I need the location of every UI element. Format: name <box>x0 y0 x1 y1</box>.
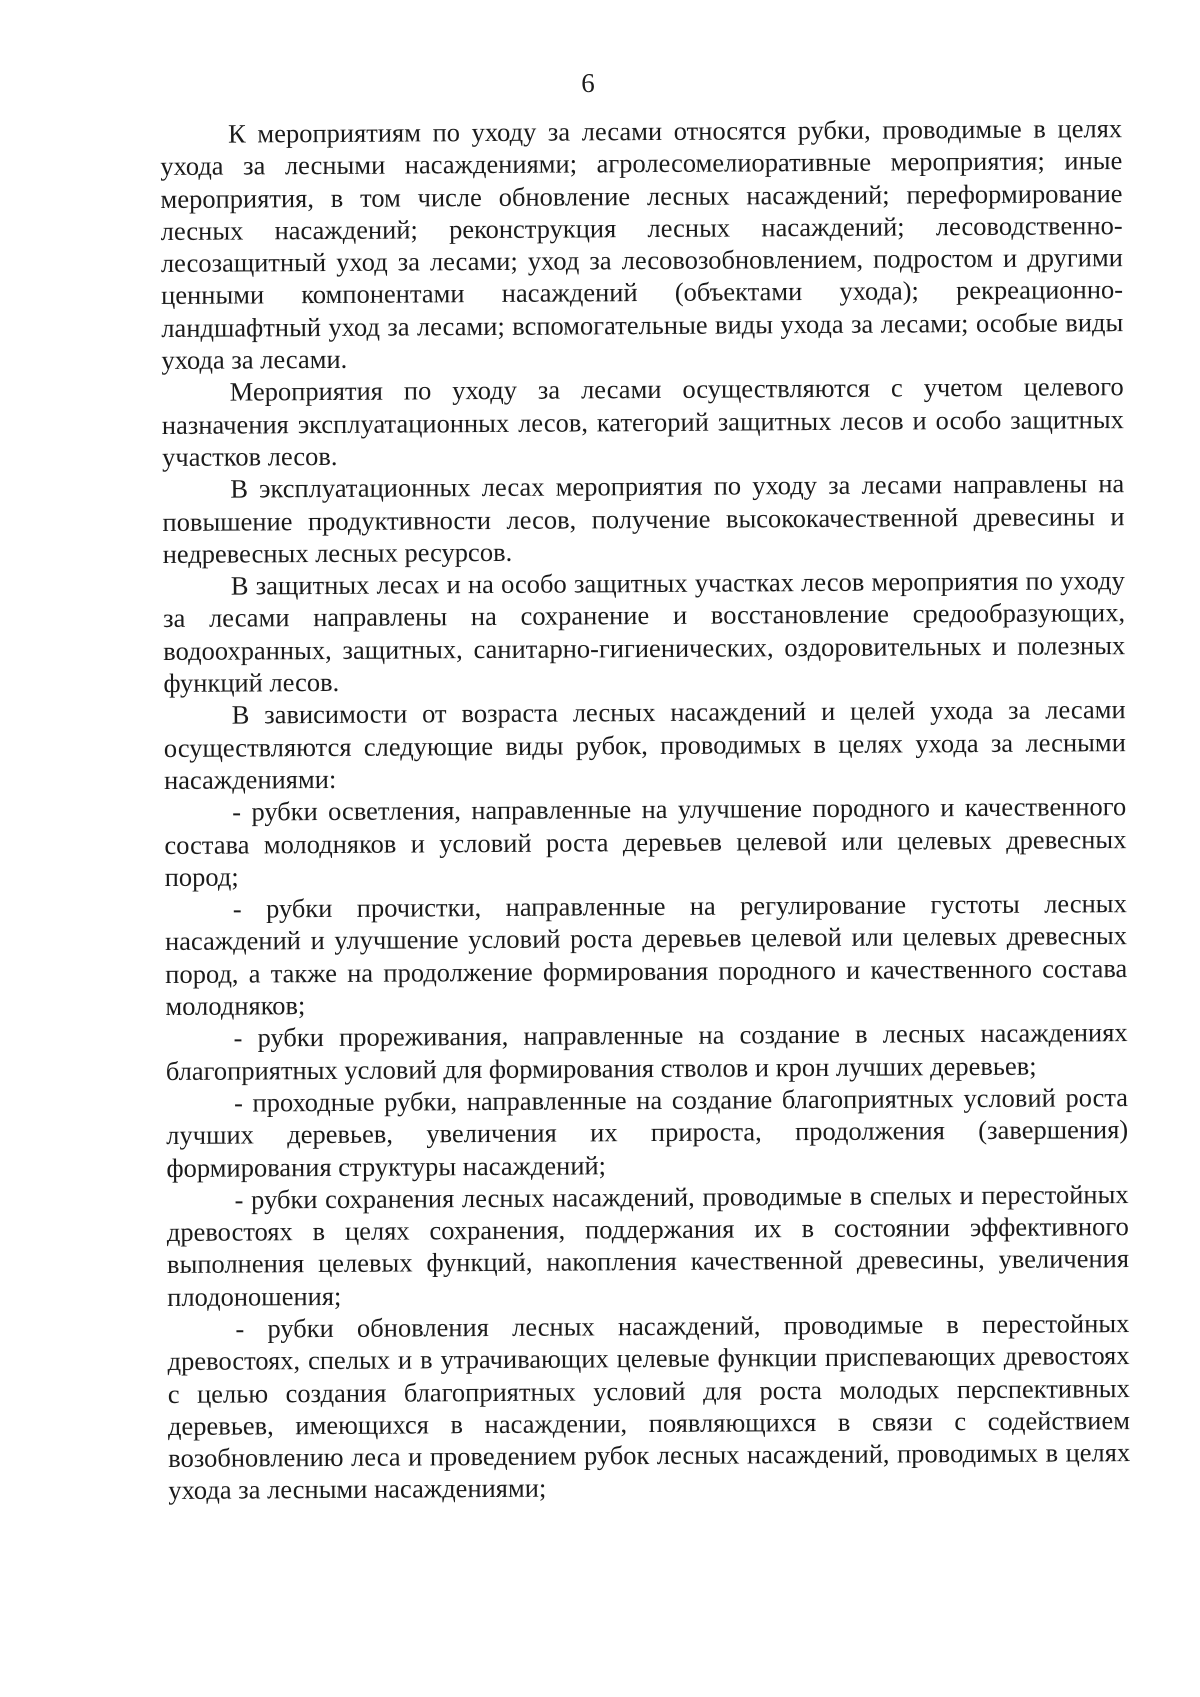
page-number: 6 <box>581 68 595 98</box>
document-body <box>160 112 1130 1507</box>
paragraph-protective-forests: В защитных лесах и на особо защитных участках лесов мероприятия по уходу за лесами направлены на сохранение и восстановление средообразующих, водоохранных, защитных, санитарно-гигиенических, оздоровительных и полезных функций лесов. <box>162 565 1126 699</box>
list-item-clarification-felling: - рубки осветления, направленные на улучшение породного и качественного состава молодняков и условий роста деревьев целевой или целевых древесных пород; <box>164 791 1127 892</box>
list-item-thinning-felling: - рубки прореживания, направленные на создание в лесных насаждениях благоприятных условий для формирования стволов и крон лучших деревьев; <box>165 1017 1128 1086</box>
list-item-preservation-felling: - рубки сохранения лесных насаждений, проводимые в спелых и перестойных древостоях в целях сохранения, поддержания их в состоянии эффективного выполнения целевых функций, накопления качественной древесины, увеличения плодоношения; <box>166 1178 1130 1312</box>
list-item-passing-felling: - проходные рубки, направленные на создание благоприятных условий роста лучших деревьев, увеличения их прироста, продолжения (завершения) формирования структуры насаждений; <box>166 1082 1129 1183</box>
paragraph-care-purpose: Мероприятия по уходу за лесами осуществляются с учетом целевого назначения эксплуатационных лесов, категорий защитных лесов и особо защитных участков лесов. <box>161 371 1124 472</box>
paragraph-felling-types-intro: В зависимости от возраста лесных насаждений и целей ухода за лесами осуществляются следующие виды рубок, проводимых в целях ухода за лесными насаждениями: <box>163 694 1126 795</box>
paragraph-forest-care-activities: К мероприятиям по уходу за лесами относятся рубки, проводимые в целях ухода за лесными насаждениями; агролесомелиоративные мероприятия; иные мероприятия, в том числе обновление лесных насаждений; переформирование лесных насаждений; реконструкция лесных насаждений; лесоводственно-лесозащитный уход за лесами; уход за лесовозобновлением, подростом и другими ценными компонентами насаждений (объектами ухода); рекреационно-ландшафтный уход за лесами; вспомогательные виды ухода за лесами; особые виды ухода за лесами. <box>160 113 1124 376</box>
list-item-cleaning-felling: - рубки прочистки, направленные на регулирование густоты лесных насаждений и улучшение условий роста деревьев целевой или целевых древесных пород, а также на продолжение формирования породного и качественного состава молодняков; <box>164 888 1128 1021</box>
list-item-renewal-felling: - рубки обновления лесных насаждений, проводимые в перестойных древостоях, спелых и в утрачивающих целевые функции приспевающих древостоях с целью создания благоприятных условий для роста молодых перспективных деревьев, имеющихся в насаждении, появляющихся в связи с содействием возобновлению леса и проведением рубок лесных насаждений, проводимых в целях ухода за лесными насаждениями; <box>167 1308 1131 1506</box>
paragraph-exploitation-forests: В эксплуатационных лесах мероприятия по уходу за лесами направлены на повышение продуктивности лесов, получение высококачественной древесины и недревесных лесных ресурсов. <box>162 468 1125 569</box>
